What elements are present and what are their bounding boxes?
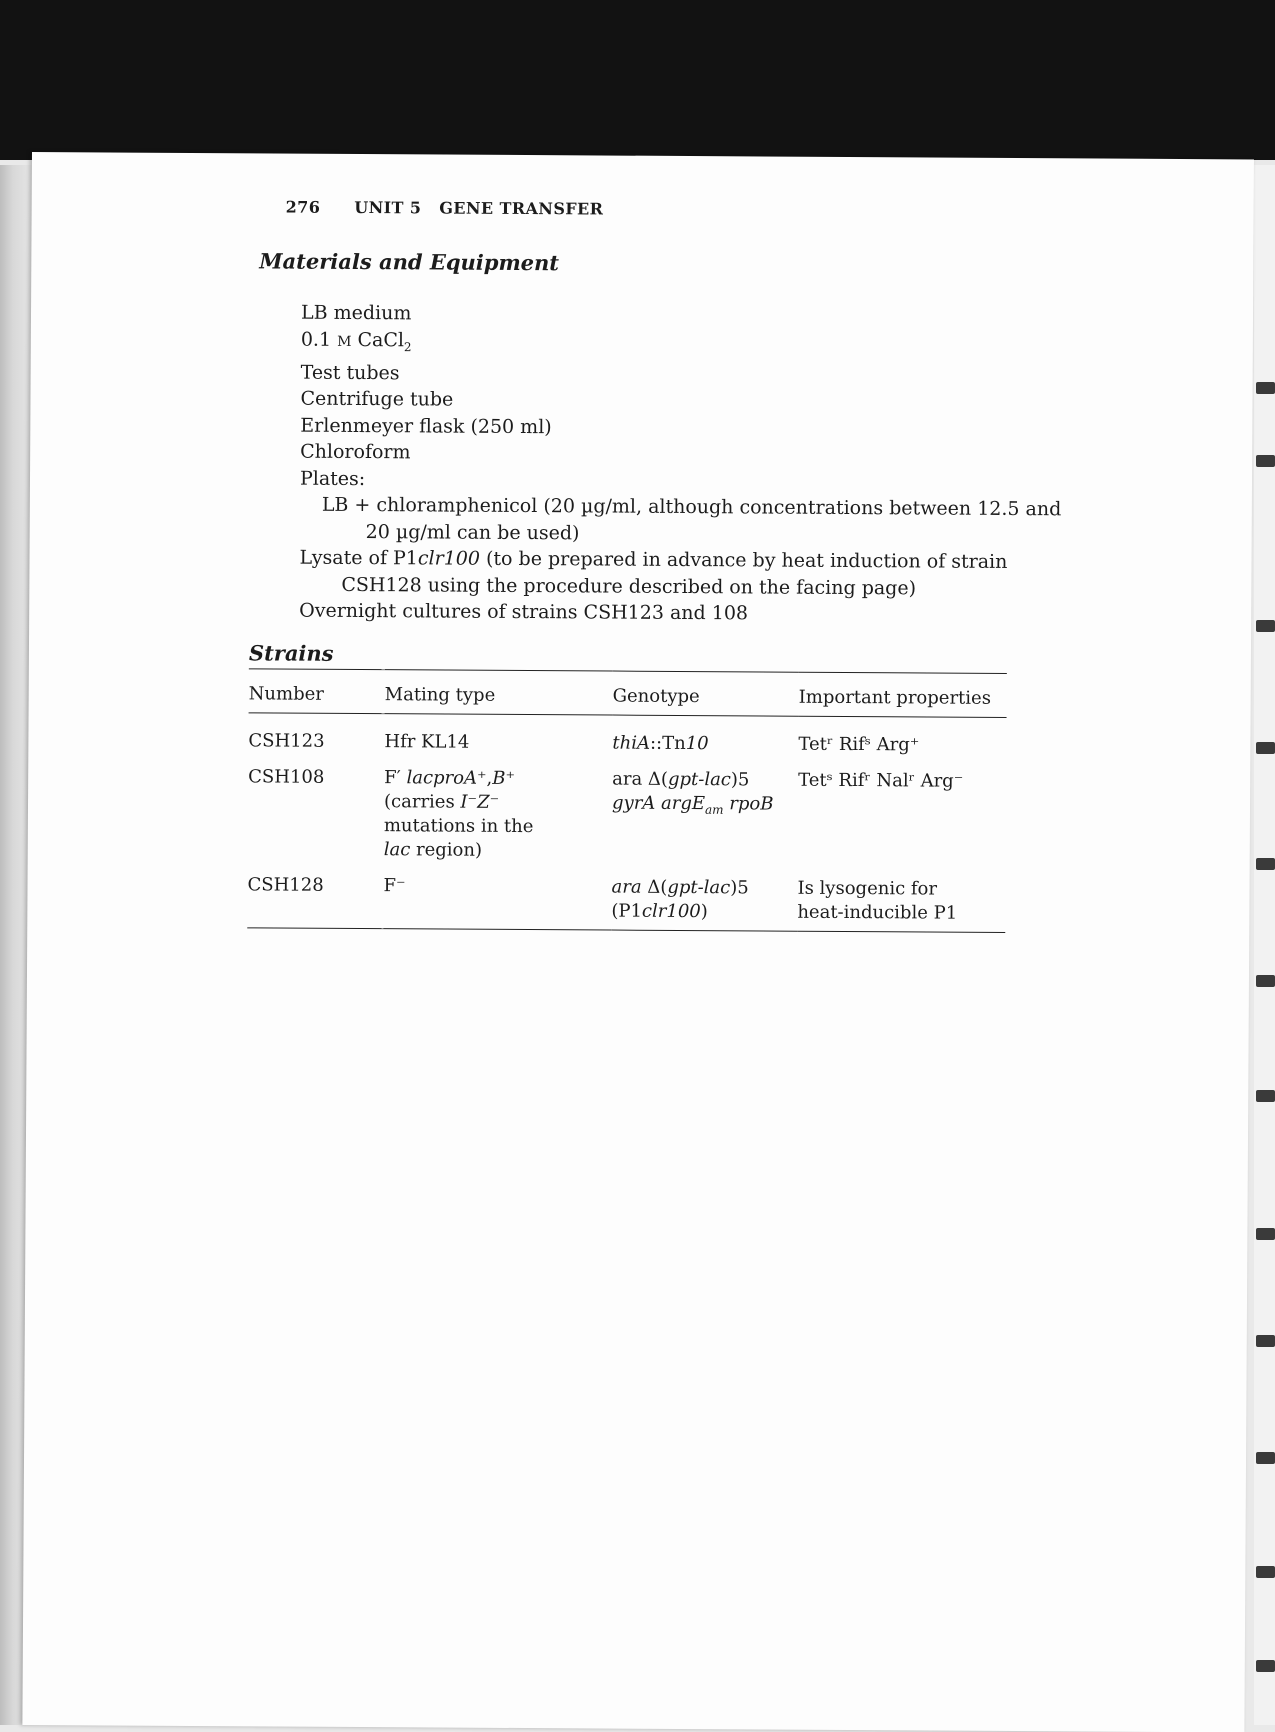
properties: Tetʳ Rifˢ Arg⁺ <box>798 733 920 756</box>
genotype: ara Δ(gpt-lac)5 gyrA argE$_{am}$ rpoB <box>611 768 774 817</box>
material-item: Chloroform <box>300 440 411 464</box>
materials-list <box>299 300 1081 630</box>
genotype: thiA::Tn10 <box>612 732 709 755</box>
material-item: Test tubes <box>300 361 400 385</box>
binding-ring <box>1256 975 1275 987</box>
strains-table <box>247 668 1007 933</box>
material-item: Lysate of P1clr100 (to be prepared in advance by heat induction of strain CSH128 using the procedure described on the facing page) <box>299 546 1008 600</box>
mating-type: Hfr KL14 <box>384 731 470 753</box>
material-item: Centrifuge tube <box>300 387 454 411</box>
binding-ring <box>1256 1335 1275 1347</box>
table-row <box>247 867 1005 932</box>
strain-number: CSH123 <box>248 730 325 752</box>
scan-dark-band <box>0 0 1275 160</box>
binding-ring <box>1256 1660 1275 1672</box>
strain-number: CSH128 <box>247 874 324 896</box>
material-item: LB + chloramphenicol (20 µg/ml, although concentrations between 12.5 and 20 µg/ml can be used) <box>321 494 1062 545</box>
binding-ring <box>1256 1228 1275 1240</box>
properties: Is lysogenic for heat-inducible P1 <box>797 877 958 924</box>
column-header: Genotype <box>612 685 700 708</box>
mating-type: F′ lacproA⁺,B⁺ (carries I⁻Z⁻ mutations in the lac region) <box>383 767 534 861</box>
binding-strip <box>1254 165 1275 1725</box>
column-header: Mating type <box>384 684 496 706</box>
genotype: ara Δ(gpt-lac)5 (P1clr100) <box>611 876 749 923</box>
binding-ring <box>1256 1566 1275 1578</box>
column-header: Number <box>248 683 324 705</box>
material-item: Overnight cultures of strains CSH123 and 108 <box>299 599 749 625</box>
binding-ring <box>1256 742 1275 754</box>
material-item: Plates: <box>299 467 366 490</box>
material-item: Erlenmeyer flask (250 ml) <box>300 414 552 438</box>
running-head <box>286 198 604 219</box>
binding-ring <box>1256 382 1275 394</box>
properties: Tetˢ Rifʳ Nalʳ Arg⁻ <box>798 769 964 792</box>
table-row <box>248 713 1006 764</box>
binding-ring <box>1256 455 1275 467</box>
binding-ring <box>1256 858 1275 870</box>
page-number: 276 <box>285 197 321 217</box>
book-page <box>22 152 1254 1732</box>
materials-heading: Materials and Equipment <box>259 248 560 276</box>
binding-ring <box>1256 1090 1275 1102</box>
strain-number: CSH108 <box>248 766 325 788</box>
strains-heading: Strains <box>248 640 334 666</box>
binding-ring <box>1256 620 1275 632</box>
chapter-title: UNIT 5 GENE TRANSFER <box>354 197 604 219</box>
material-item: 0.1 M CaCl$_2$ <box>300 328 412 354</box>
material-item: LB medium <box>300 301 412 325</box>
column-header: Important properties <box>798 686 992 709</box>
table-header-row <box>249 669 1007 718</box>
mating-type: F⁻ <box>383 875 406 897</box>
table-row <box>248 759 1007 872</box>
binding-ring <box>1256 1452 1275 1464</box>
